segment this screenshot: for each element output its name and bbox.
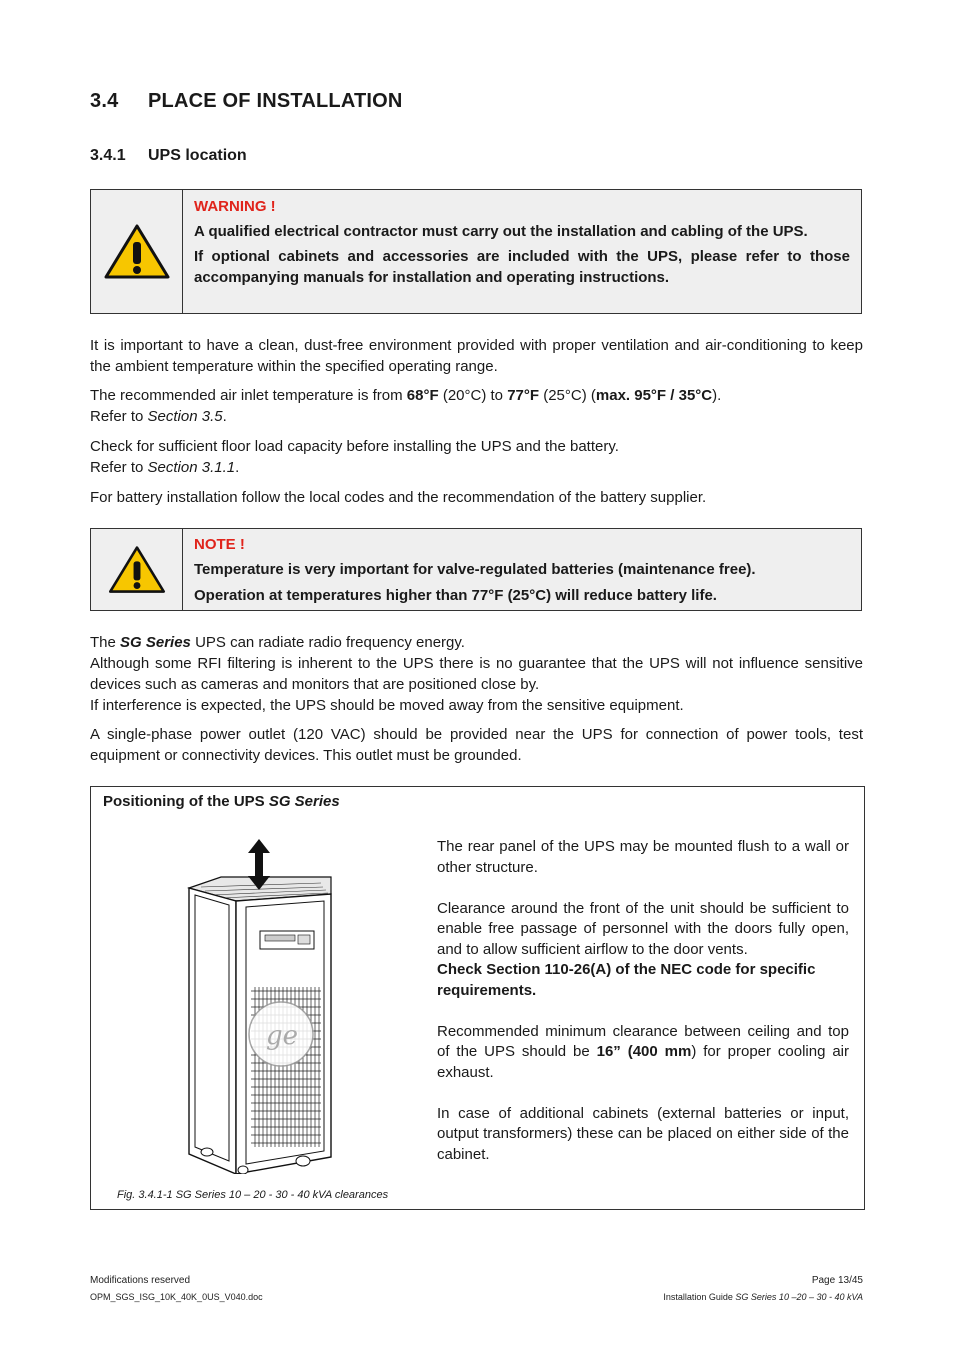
paragraph-power-outlet <box>90 724 863 766</box>
footer-right-2 <box>663 1292 863 1302</box>
warning-line-2: If optional cabinets and accessories are included with the UPS, please refer to those accompanying manuals for installation and operating instructions. <box>194 248 850 286</box>
figure-text-4 <box>437 1022 849 1084</box>
note-line-1: Temperature is very important for valve-regulated batteries (maintenance free). <box>194 561 756 578</box>
paragraph-temperature <box>90 385 863 427</box>
text-span: Installation Guide <box>663 1292 736 1302</box>
note-callout <box>90 528 862 611</box>
clearance-value: 16” (400 mm <box>596 1043 692 1060</box>
text-span: (25°C) ( <box>539 387 596 404</box>
warning-icon-cell <box>91 190 183 313</box>
warning-triangle-icon <box>107 545 167 595</box>
rfi-line-3: If interference is expected, the UPS should be moved away from the sensitive equipment. <box>90 697 684 714</box>
svg-text:ge: ge <box>266 1021 299 1051</box>
paragraph-battery <box>90 487 863 508</box>
text-span: UPS can radiate radio frequency energy. <box>190 634 465 651</box>
footer-left-2: OPM_SGS_ISG_10K_40K_0US_V040.doc <box>90 1292 263 1302</box>
reference-line <box>90 457 863 478</box>
warning-triangle-icon <box>103 223 171 281</box>
subsection-number: 3.4.1 <box>90 147 126 164</box>
note-heading: NOTE ! <box>194 536 245 553</box>
warning-heading: WARNING ! <box>194 198 276 215</box>
text-span: The recommended air inlet temperature is from <box>90 387 407 404</box>
rfi-line-2: Although some RFI filtering is inherent to the UPS there is no guarantee that the UPS will not influence sensitive devices such as cameras and monitors that are positioned close by. <box>90 655 863 693</box>
text-span: ) for proper cooling air exhaust. <box>437 1043 850 1081</box>
subsection-heading <box>90 147 247 165</box>
subsection-title: UPS location <box>148 147 247 164</box>
temp-68f: 68°F <box>406 387 439 404</box>
reference-line <box>90 406 863 427</box>
section-reference: Section 3.1.1 <box>147 459 236 476</box>
figure-caption: Fig. 3.4.1-1 SG Series 10 – 20 - 30 - 40 kVA clearances <box>117 1189 389 1201</box>
text-span: . <box>222 408 227 425</box>
ups-cabinet-illustration <box>181 839 441 1174</box>
figure-text-3: Check Section 110-26(A) of the NEC code for specific requirements. <box>437 961 816 999</box>
figure-description <box>437 837 849 1165</box>
paragraph-environment <box>90 335 863 377</box>
paragraph-text: For battery installation follow the local codes and the recommendation of the battery supplier. <box>90 489 707 506</box>
note-line-2: Operation at temperatures higher than 77°F (25°C) will reduce battery life. <box>194 587 717 604</box>
note-text <box>183 529 861 610</box>
temperature-line <box>90 385 863 406</box>
temp-77f: 77°F <box>507 387 540 404</box>
section-heading <box>90 90 403 113</box>
figure-title <box>103 793 340 810</box>
paragraph-text: A single-phase power outlet (120 VAC) should be provided near the UPS for connection of power tools, test equipment or connectivity devices. This outlet must be grounded. <box>90 726 863 764</box>
figure-text-2: Clearance around the front of the unit should be sufficient to enable free passage of personnel with the doors fully open, and to allow sufficient airflow to the door vents. <box>437 899 849 958</box>
text-span: . <box>235 459 240 476</box>
rfi-line-1 <box>90 632 863 653</box>
section-title: PLACE OF INSTALLATION <box>148 90 403 112</box>
text-span: Refer to <box>90 408 148 425</box>
product-name: SG Series <box>268 793 340 810</box>
text-span: Positioning of the UPS <box>103 793 269 810</box>
paragraph-text: Check for sufficient floor load capacity before installing the UPS and the battery. <box>90 438 619 455</box>
footer-left-1: Modifications reserved <box>90 1275 191 1286</box>
warning-line-1: A qualified electrical contractor must carry out the installation and cabling of the UPS. <box>194 223 808 240</box>
section-number: 3.4 <box>90 90 119 112</box>
text-span: The <box>90 634 121 651</box>
text-span: Refer to <box>90 459 148 476</box>
figure-text-5: In case of additional cabinets (external batteries or input, output transformers) these can be placed on either side of the cabinet. <box>437 1104 849 1163</box>
text-span: Recommended minimum clearance between ceiling and top of the UPS should be <box>437 1022 849 1060</box>
text-span: (20°C) to <box>438 387 508 404</box>
product-name: SG Series <box>120 634 191 651</box>
warning-text <box>183 190 861 313</box>
figure-text-1: The rear panel of the UPS may be mounted flush to a wall or other structure. <box>437 838 849 876</box>
warning-callout <box>90 189 862 314</box>
text-span: ). <box>712 387 722 404</box>
temp-max: max. 95°F / 35°C <box>595 387 713 404</box>
note-icon-cell <box>91 529 183 610</box>
footer-page-number: Page 13/45 <box>811 1275 863 1286</box>
paragraph-rfi <box>90 632 863 716</box>
paragraph-text: It is important to have a clean, dust-free environment provided with proper ventilation and air-conditioning to keep the ambient temperature within the specified operating range. <box>90 337 863 375</box>
paragraph-floor-load <box>90 436 863 478</box>
product-name: SG Series 10 –20 – 30 - 40 kVA <box>735 1292 863 1302</box>
section-reference: Section 3.5 <box>147 408 223 425</box>
positioning-figure-box <box>90 786 865 1210</box>
